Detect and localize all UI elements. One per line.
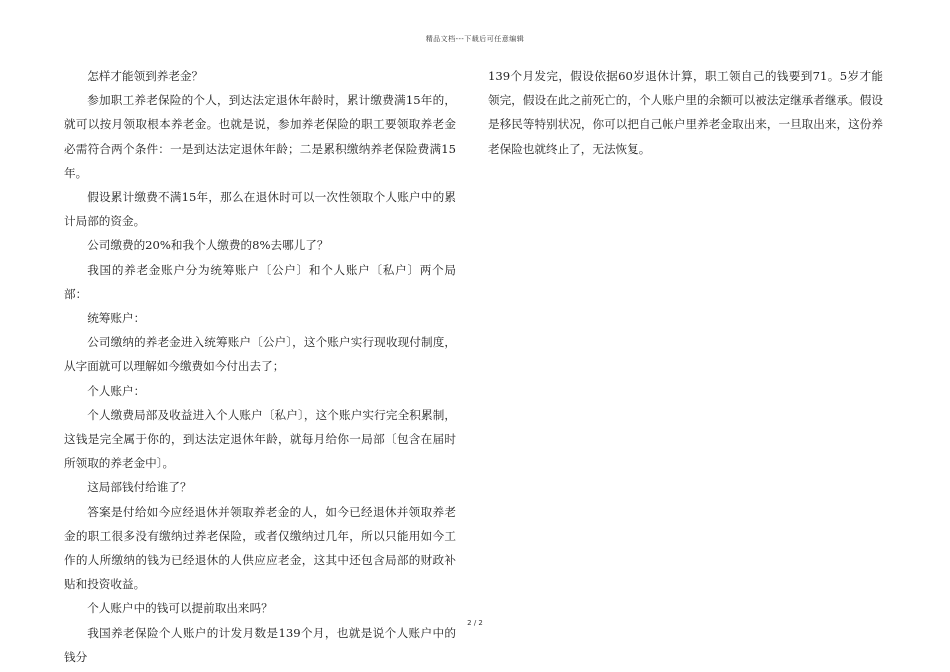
body-paragraph: 个人缴费局部及收益进入个人账户〔私户〕，这个账户实行完全积累制，这钱是完全属于你的，到达法定退休年龄，就每月给你一局部〔包含在届时所领取的养老金中〕。 <box>64 407 456 471</box>
body-paragraph: 参加职工养老保险的个人，到达法定退休年龄时，累计缴费满15年的，就可以按月领取根本养老金。也就是说，参加养老保险的职工要领取养老金必需符合两个条件：一是到达法定退休年龄；二是累积缴纳养老保险费满15年。 <box>64 93 456 180</box>
right-column <box>488 64 883 161</box>
page-header: 精品文档---下载后可任意编辑 <box>425 35 525 43</box>
sub-heading: 个人账户： <box>87 383 146 398</box>
body-paragraph: 公司缴纳的养老金进入统筹账户〔公户〕，这个账户实行现收现付制度，从字面就可以理解如今缴费如今付出去了； <box>64 335 456 374</box>
body-paragraph: 假设累计缴费不满15年，那么在退休时可以一次性领取个人账户中的累计局部的资金。 <box>64 190 456 229</box>
body-paragraph: 我国的养老金账户分为统筹账户〔公户〕和个人账户〔私户〕两个局部： <box>64 262 456 301</box>
question-heading: 这局部钱付给谁了？ <box>87 480 192 495</box>
sub-heading: 统筹账户： <box>87 311 146 326</box>
question-heading: 公司缴费的20%和我个人缴费的8%去哪儿了？ <box>87 238 329 253</box>
question-heading: 个人账户中的钱可以提前取出来吗？ <box>87 601 273 616</box>
body-paragraph: 答案是付给如今应经退休并领取养老金的人，如今已经退休并领取养老金的职工很多没有缴纳过养老保险，或者仅缴纳过几年，所以只能用如今工作的人所缴纳的钱为已经退休的人供应应老金，这其中还包含局部的财政补贴和投资收益。 <box>64 504 456 592</box>
body-paragraph-continued: 139个月发完，假设依据60岁退休计算，职工领自己的钱要到71。5岁才能领完，假设在此之前死亡的，个人账户里的余额可以被法定继承者继承。假设是移民等特别状况，你可以把自己帐户里养老金取出来，一旦取出来，这份养老保险也就终止了，无法恢复。 <box>488 69 883 156</box>
question-heading: 怎样才能领到养老金？ <box>87 69 204 83</box>
body-paragraph: 我国养老保险个人账户的计发月数是139个月，也就是说个人账户中的钱分 <box>64 625 456 664</box>
left-column <box>64 64 456 669</box>
page-number: 2 / 2 <box>467 619 483 627</box>
